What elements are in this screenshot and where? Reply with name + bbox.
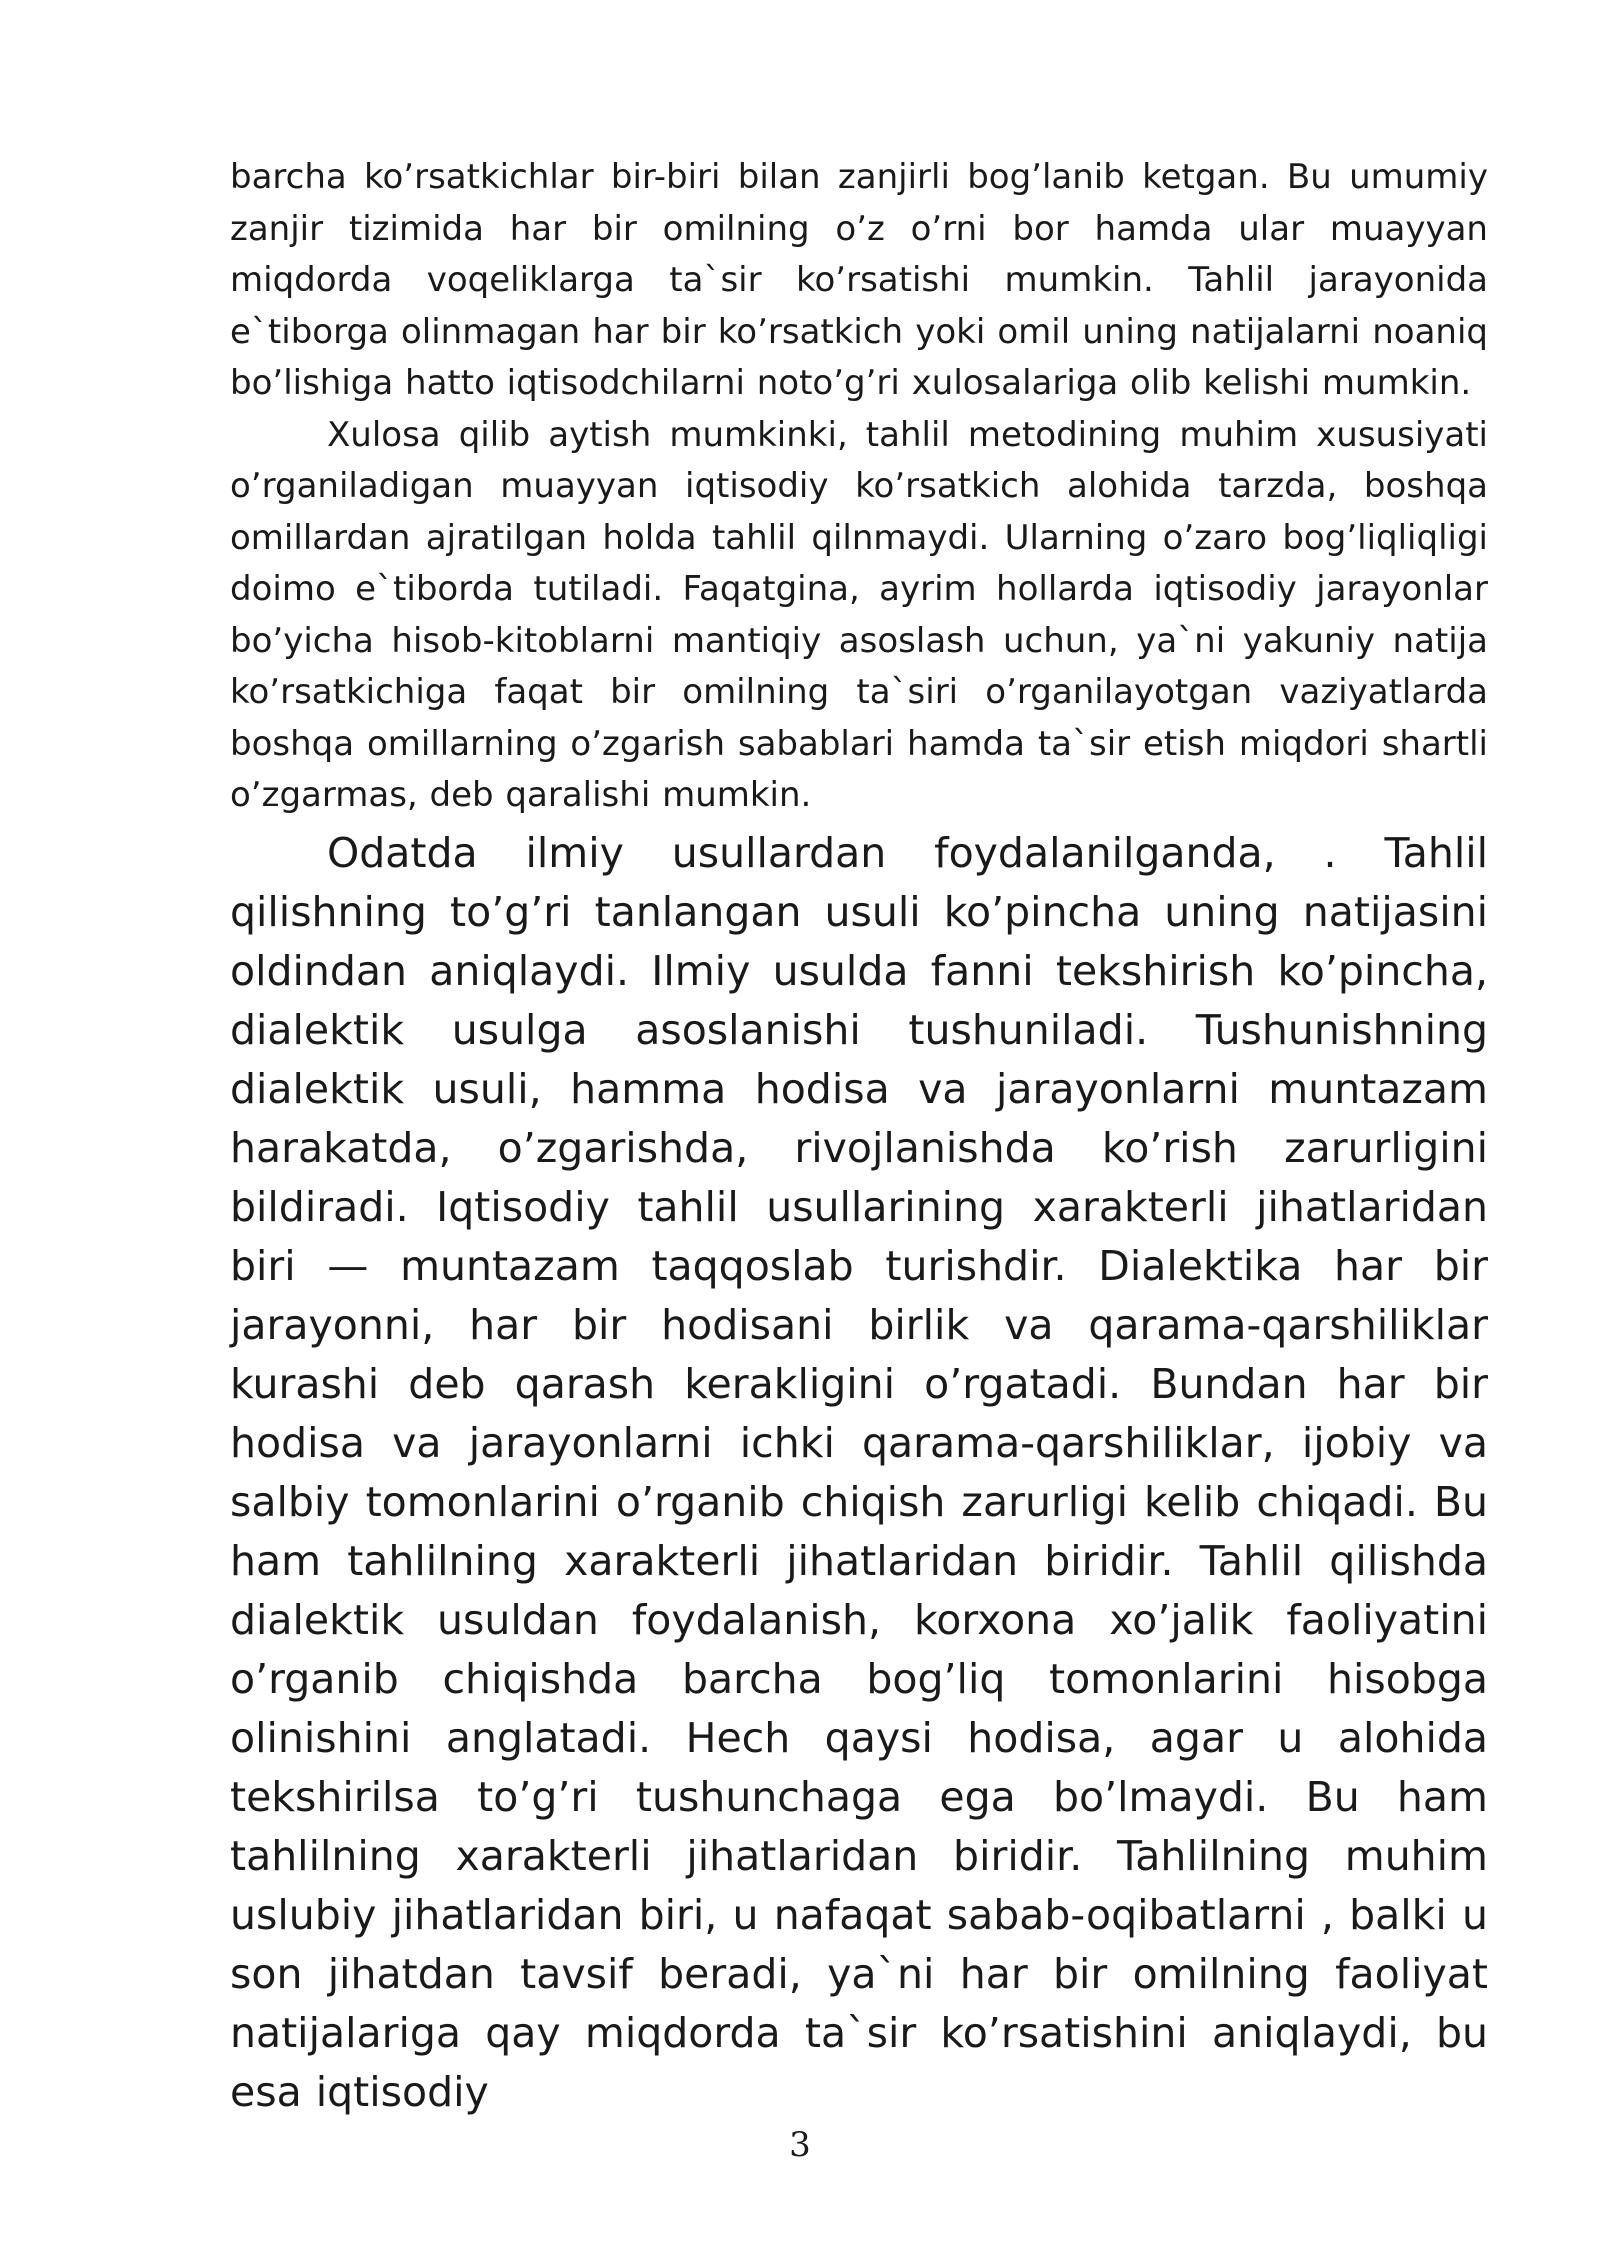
paragraph-scientific-methods: Odatda ilmiy usullardan foydalanilganda, . Tahlil qilishning to’g’ri tanlangan usuli ko’pincha uning natijasini oldindan aniqlaydi. Ilmiy usulda fanni tekshirish ko’pincha, dialektik usulga asoslanishi tushuniladi. Tushunishning dialektik usuli, hamma hodisa va jarayonlarni muntazam harakatda, o’zgarishda, rivojlanishda ko’rish zarurligini bildiradi. Iqtisodiy tahlil usullarining xarakterli jihatlaridan biri — muntazam taqqoslab turishdir. Dialektika har bir jarayonni, har bir hodisani birlik va qarama-qarshiliklar kurashi deb qarash kerakligini o’rgatadi. Bundan har bir hodisa va jarayonlarni ichki qarama-qarshiliklar, ijobiy va salbiy tomonlarini o’rganib chiqish zarurligi kelib chiqadi. Bu ham tahlilning xarakterli jihatlaridan biridir. Tahlil qilishda dialektik usuldan foydalanish, korxona xo’jalik faoliyatini o’rganib chiqishda barcha bog’liq tomonlarini hisobga olinishini anglatadi. Hech qaysi hodisa, agar u alohida tekshirilsa to’g’ri tushunchaga ega bo’lmaydi. Bu ham tahlilning xarakterli jihatlaridan biridir. Tahlilning muhim uslubiy jihatlaridan biri, u nafaqat sabab-oqibatlarni , balki u son jihatdan tavsif beradi, ya`ni har bir omilning faoliyat natijalariga qay miqdorda ta`sir ko’rsatishini aniqlaydi, bu esa iqtisodiy: [230, 828, 1488, 2116]
paragraph-continuation: barcha ko’rsatkichlar bir-biri bilan zanjirli bog’lanib ketgan. Bu umumiy zanjir tizimida har bir omilning o’z o’rni bor hamda ular muayyan miqdorda voqeliklarga ta`sir ko’rsatishi mumkin. Tahlil jarayonida e`tiborga olinmagan har bir ko’rsatkich yoki omil uning natijalarni noaniq bo’lishiga hatto iqtisodchilarni noto’g’ri xulosalariga olib kelishi mumkin.: [230, 157, 1488, 403]
paragraph-conclusion: Xulosa qilib aytish mumkinki, tahlil metodining muhim xususiyati o’rganiladigan muayyan iqtisodiy ko’rsatkich alohida tarzda, boshqa omillardan ajratilgan holda tahlil qilnmaydi. Ularning o’zaro bog’liqliqligi doimo e`tiborda tutiladi. Faqatgina, ayrim hollarda iqtisodiy jarayonlar bo’yicha hisob-kitoblarni mantiqiy asoslash uchun, ya`ni yakuniy natija ko’rsatkichiga faqat bir omilning ta`siri o’rganilayotgan vaziyatlarda boshqa omillarning o’zgarish sabablari hamda ta`sir etish miqdori shartli o’zgarmas, deb qaralishi mumkin.: [230, 414, 1488, 815]
body-text: [230, 152, 1488, 2122]
page-number: 3: [789, 2125, 811, 2165]
